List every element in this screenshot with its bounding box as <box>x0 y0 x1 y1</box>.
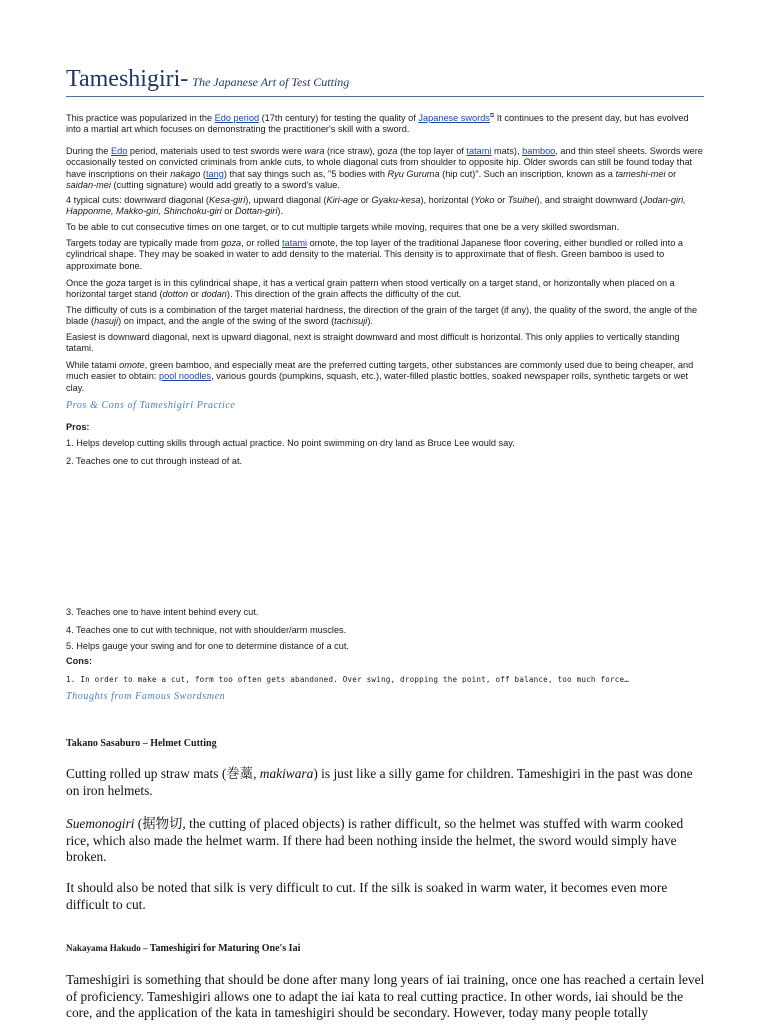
term: dodan <box>201 289 227 300</box>
text: target is in this cylindrical shape, it has a vertical grain pattern when stood vertically on a target stand, or horizontally when placed on a horizontal target stand ( <box>66 278 675 300</box>
term: tameshi-mei <box>615 168 666 179</box>
term: Jodan-giri, Happonme, Makko-giri, Shinchoku-giri <box>66 195 686 217</box>
link-bamboo[interactable]: bamboo <box>522 146 556 156</box>
term: omote <box>119 360 145 370</box>
text: ), and straight downward ( <box>536 195 643 205</box>
term: goza <box>221 238 242 248</box>
cons-item: 1. In order to make a cut, form too often gets abandoned. Over swing, dropping the point, off balance, too much force… <box>66 675 630 684</box>
link-tatami-2[interactable]: tatami <box>282 238 308 248</box>
term: hasuji <box>94 316 119 327</box>
term: goza <box>377 146 398 156</box>
while-paragraph <box>66 360 704 394</box>
pros-item: 4. Teaches one to cut with technique, not with shoulder/arm muscles. <box>66 625 347 635</box>
text: While tatami <box>66 360 120 370</box>
nakayama-paragraph-1: Tameshigiri is something that should be done after many long years of iai training, once one has reached a certain level of proficiency. Tameshigiri allows one to adapt the iai kata to real cutting practice. In other words, iai should be the core, and the application of the kata in tameshigiri should be secondary. However, today many people totally <box>66 972 705 1020</box>
link-tatami[interactable]: tatami <box>466 146 492 156</box>
difficulty-paragraph <box>66 305 704 328</box>
pros-item: 1. Helps develop cutting skills through actual practice. No point swimming on dry land as Bruce Lee would say. <box>66 438 515 448</box>
text: or <box>221 206 236 217</box>
link-tang[interactable]: tang <box>205 168 224 179</box>
text: ) on impact, and the angle of the swing of the sword ( <box>118 316 335 327</box>
link-japanese-swords[interactable]: Japanese swords <box>418 113 490 124</box>
text: (the top layer of <box>397 146 467 156</box>
easiest-paragraph: Easiest is downward diagonal, next is upward diagonal, next is straight downward and most difficult is horizontal. This only applies to vertically standing tatami. <box>66 332 680 354</box>
text: or <box>188 289 202 300</box>
section-title: Tameshigiri for Maturing One's Iai <box>149 943 301 954</box>
text: (cutting signature) would add greatly to a sword's value. <box>110 179 340 190</box>
link-edo-period[interactable]: Edo period <box>214 113 260 124</box>
term: tachisuji <box>334 316 368 327</box>
grain-paragraph <box>66 278 704 301</box>
nakayama-heading <box>66 943 300 954</box>
takano-paragraph-3: It should also be noted that silk is very difficult to cut. If the silk is soaked in warm water, it becomes even more difficult to cut. <box>66 880 668 912</box>
text: This practice was popularized in the <box>66 113 215 124</box>
text: It continues to the present day, but has evolved into a martial art which focuses on demonstrating the practitioner's skill with a sword. <box>66 113 689 135</box>
term: Suemonogiri <box>66 816 135 831</box>
text: ). This direction of the grain affects the difficulty of the cut. <box>226 289 462 300</box>
term: dotton <box>162 289 189 300</box>
text: ( <box>200 168 206 179</box>
term: Yoko <box>474 195 495 205</box>
text: omote, the top layer of the traditional Japanese floor covering, either bundled or rolled into a cylindrical shape. They may be soaked in water to add density to the material. This density is to approximate that of flesh. Green bamboo is used to approximate bone. <box>66 238 683 271</box>
link-pool-noodles[interactable]: pool noodles <box>158 371 212 382</box>
text: ) that say things such as, "5 bodies with <box>223 168 388 179</box>
term: Gyaku-kesa <box>371 195 421 205</box>
term: Kiri-age <box>326 195 359 205</box>
cons-label: Cons: <box>66 656 93 666</box>
text: During the <box>66 146 111 156</box>
edo-paragraph <box>66 146 704 191</box>
text: 4 typical cuts: downward diagonal ( <box>66 195 209 205</box>
text: (rice straw), <box>324 146 378 156</box>
takano-paragraph-2 <box>66 816 706 866</box>
takano-paragraph-1 <box>66 766 706 799</box>
term: goza <box>105 278 126 288</box>
text: ) is just like a silly game for children. Tameshigiri in the past was done on iron helmets. <box>66 766 693 798</box>
title-row <box>66 66 704 97</box>
text: ). <box>367 316 373 327</box>
term: Dottan-giri <box>235 206 278 217</box>
text: ), upward diagonal ( <box>245 195 327 205</box>
text: Cutting rolled up straw mats (巻藁, <box>66 766 260 781</box>
consecutive-paragraph: To be able to cut consecutive times on one target, or to cut multiple targets while moving, requires that one be a very skilled swordsman. <box>66 222 620 232</box>
term: wara <box>304 146 325 156</box>
term: saidan-mei <box>66 179 111 190</box>
text: (据物切, the cutting of placed objects) is rather difficult, so the helmet was stuffed with warm cooked rice, which also made the helmet warm. If there had been nothing inside the helmet, the sword would simply have broken. <box>66 816 684 864</box>
term: Kesa-giri <box>209 195 246 205</box>
text: or <box>358 195 372 205</box>
term: nakago <box>170 168 201 179</box>
text: , green bamboo, and especially meat are the preferred cutting targets, other substances are commonly used due to being cheaper, and much easier to obtain: <box>66 360 694 382</box>
takano-heading: Takano Sasaburo – Helmet Cutting <box>66 738 217 749</box>
text: (17th century) for testing the quality of <box>259 113 419 124</box>
text: , various gourds (pumpkins, squash, etc.), water-filled plastic bottles, soaked newspaper rolls, synthetic targets or wet clay. <box>66 371 689 393</box>
cuts-paragraph <box>66 195 704 218</box>
term: Ryu Guruma <box>387 168 440 179</box>
page-subtitle: The Japanese Art of Test Cutting <box>192 75 350 89</box>
external-link-icon[interactable]: ⧉ <box>489 113 495 119</box>
pros-label: Pros: <box>66 422 90 432</box>
text: or <box>665 168 677 179</box>
targets-paragraph <box>66 238 704 272</box>
term: makiwara <box>259 766 314 781</box>
thoughts-heading: Thoughts from Famous Swordsmen <box>66 691 226 702</box>
pros-item: 2. Teaches one to cut through instead of at. <box>66 456 243 466</box>
text: , and thin steel sheets. Swords were occasionally tested on convicted criminals from ankle cuts, to whole diagonal cuts from shoulder to opposite hip. Older swords can still be found today that have inscriptions on their <box>66 146 703 179</box>
text: or <box>494 195 508 205</box>
text: The difficulty of cuts is a combination of the target material hardness, the direction of the grain of the target (if any), the quality of the sword, the angle of the blade ( <box>66 305 698 327</box>
page-title: Tameshigiri- <box>66 66 189 92</box>
text: mats), <box>491 146 523 156</box>
text: (hip cut)". Such an inscription, known as a <box>439 168 616 179</box>
text: ), horizontal ( <box>420 195 475 205</box>
intro-paragraph <box>66 111 704 136</box>
pros-item: 3. Teaches one to have intent behind every cut. <box>66 607 259 617</box>
pros-item: 5. Helps gauge your swing and for one to determine distance of a cut. <box>66 641 349 651</box>
text: , or rolled <box>241 238 283 248</box>
link-edo[interactable]: Edo <box>110 146 128 156</box>
term: Tsuihei <box>507 195 537 205</box>
text: period, materials used to test swords were <box>127 146 305 156</box>
pros-cons-heading: Pros & Cons of Tameshigiri Practice <box>66 400 236 411</box>
text: ). <box>277 206 284 217</box>
author-name: Nakayama Hakudo – <box>66 943 150 953</box>
text: Once the <box>66 278 106 288</box>
text: Targets today are typically made from <box>66 238 222 248</box>
